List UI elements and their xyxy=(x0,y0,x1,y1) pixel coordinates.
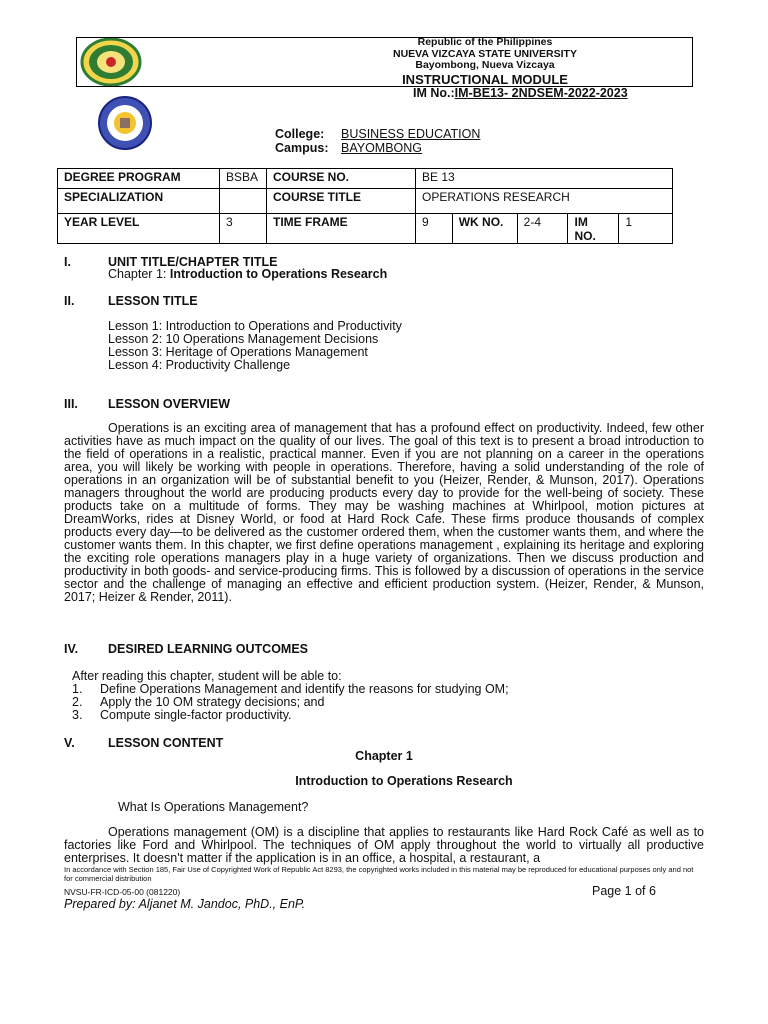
section-3-title: LESSON OVERVIEW xyxy=(108,397,231,411)
outcome-item xyxy=(72,709,509,722)
section-5-heading xyxy=(64,736,223,750)
section-4-title: DESIRED LEARNING OUTCOMES xyxy=(108,642,309,656)
page-number: Page 1 of 6 xyxy=(592,884,656,898)
outcome-number: 1. xyxy=(72,682,83,696)
content-paragraph: Operations management (OM) is a discipline that applies to restaurants like Hard Rock Café as well as to factories like Ford and Whirlpool. The techniques of OM apply throughout the world to virtually all productive enterprises. It doesn't matter if the application is in an office, a hospital, a restaurant, a xyxy=(64,826,704,865)
outcome-text: Compute single-factor productivity. xyxy=(100,708,292,722)
college-line xyxy=(275,127,480,141)
course-no-value: BE 13 xyxy=(416,169,673,189)
im-number xyxy=(413,86,628,100)
outcomes-intro: After reading this chapter, student will be able to: xyxy=(72,669,342,683)
lesson-item: Lesson 3: Heritage of Operations Management xyxy=(108,345,368,359)
university-name: NUEVA VIZCAYA STATE UNIVERSITY xyxy=(393,47,577,60)
degree-program-label: DEGREE PROGRAM xyxy=(58,169,220,189)
outcome-text: Define Operations Management and identify the reasons for studying OM; xyxy=(100,682,509,696)
im-number-value: IM-BE13- 2NDSEM-2022-2023 xyxy=(454,86,628,100)
course-title-label: COURSE TITLE xyxy=(267,189,416,214)
lesson-list xyxy=(108,320,402,372)
year-level-label: YEAR LEVEL xyxy=(58,214,220,244)
outcomes-list xyxy=(72,683,509,722)
specialization-value xyxy=(220,189,267,214)
time-frame-label: TIME FRAME xyxy=(267,214,416,244)
lesson-item: Lesson 4: Productivity Challenge xyxy=(108,358,291,372)
section-4-heading xyxy=(64,642,308,656)
campus-value: BAYOMBONG xyxy=(341,141,423,155)
prepared-by: Prepared by: Aljanet M. Jandoc, PhD., EnP. xyxy=(64,897,306,911)
section-2-heading xyxy=(64,294,198,308)
form-code: NVSU-FR-ICD-05-00 (081220) xyxy=(64,887,181,897)
course-title-value: OPERATIONS RESEARCH xyxy=(416,189,673,214)
section-5-title: LESSON CONTENT xyxy=(108,736,224,750)
course-info-table xyxy=(57,168,673,244)
header-text xyxy=(280,37,690,72)
chapter-prefix: Chapter 1: xyxy=(108,267,170,281)
section-5-number: V. xyxy=(64,736,75,750)
section-3-heading xyxy=(64,397,230,411)
overview-paragraph: Operations is an exciting area of management that has a profound effect on productivity. Indeed, few other activities have as much impact on the quality of our lives. The goal of this text is to present a broad introduction to the field of operations in a realistic, practical manner. Even if you are not planning on a career in the operations area, you will likely be working with people in operations. Therefore, having a solid understanding of the role of operations in an organization will be of substantial benefit to you (Heizer, Render, & Munson, 2017). Operations managers throughout the world are producing products every day to provide for the well-being of society. These products take on a multitude of forms. They may be washing machines at Whirlpool, motion pictures at DreamWorks, rides at Disney World, or food at Hard Rock Cafe. These firms produce thousands of complex products every day—to be delivered as the customer ordered them, when the customer wants them, and where the customer wants them. In this chapter, we first define operations management , explaining its heritage and exploring the exciting role operations managers play in a huge variety of organizations. Then we discuss production and productivity in both goods- and service-producing firms. This is followed by a discussion of operations in the service sector and the challenge of managing an effective and efficient production system. (Heizer, Render, & Munson, 2017; Heizer & Render, 2011). xyxy=(64,421,704,604)
time-frame-value: 9 xyxy=(416,214,453,244)
section-1-number: I. xyxy=(64,255,71,269)
section-4-number: IV. xyxy=(64,642,79,656)
lesson-item: Lesson 2: 10 Operations Management Decisions xyxy=(108,332,379,346)
im-number-label: IM No.: xyxy=(413,86,455,100)
im-no-label: IM NO. xyxy=(568,214,619,244)
degree-program-value: BSBA xyxy=(220,169,267,189)
lesson-item: Lesson 1: Introduction to Operations and Productivity xyxy=(108,319,402,333)
content-question: What Is Operations Management? xyxy=(118,800,309,814)
section-3-number: III. xyxy=(64,397,78,411)
republic-line: Republic of the Philippines xyxy=(417,36,553,48)
outcome-number: 3. xyxy=(72,708,83,722)
university-logo xyxy=(80,38,142,86)
chapter-line xyxy=(108,268,387,281)
content-chapter: Chapter 1 xyxy=(355,749,413,763)
content-chapter-title: Introduction to Operations Research xyxy=(295,774,513,788)
section-2-title: LESSON TITLE xyxy=(108,294,198,308)
campus-line xyxy=(275,141,498,155)
chapter-title: Introduction to Operations Research xyxy=(169,267,388,281)
year-level-value: 3 xyxy=(220,214,267,244)
course-no-label: COURSE NO. xyxy=(267,169,416,189)
module-title: INSTRUCTIONAL MODULE xyxy=(402,72,568,87)
university-location: Bayombong, Nueva Vizcaya xyxy=(415,59,555,71)
copyright-notice: In accordance with Section 185, Fair Use of Copyrighted Work of Republic Act 8293, the copyrighted works included in this material may be reproduced for educational purposes only and not for commercial distribution xyxy=(64,865,694,883)
college-logo xyxy=(94,96,156,150)
outcome-text: Apply the 10 OM strategy decisions; and xyxy=(100,695,325,709)
section-2-number: II. xyxy=(64,294,75,308)
college-value: BUSINESS EDUCATION xyxy=(341,127,481,141)
section-1-title: UNIT TITLE/CHAPTER TITLE xyxy=(108,255,278,269)
wk-no-value: 2-4 xyxy=(517,214,568,244)
wk-no-label: WK NO. xyxy=(452,214,517,244)
campus-label: Campus: xyxy=(275,141,329,155)
specialization-label: SPECIALIZATION xyxy=(58,189,220,214)
college-label: College: xyxy=(275,127,325,141)
outcome-number: 2. xyxy=(72,695,83,709)
im-no-value: 1 xyxy=(619,214,673,244)
